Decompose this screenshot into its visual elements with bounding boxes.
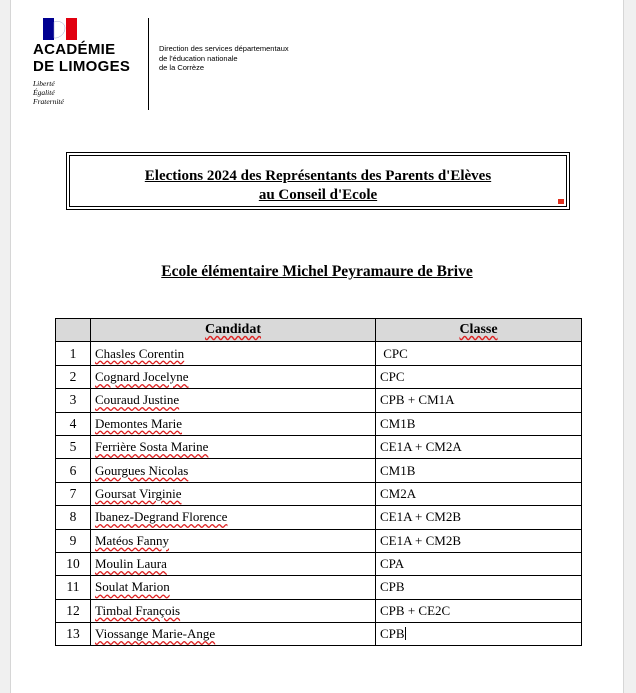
row-number: 6 bbox=[56, 459, 91, 482]
row-number: 11 bbox=[56, 576, 91, 599]
class-cell[interactable] bbox=[376, 365, 582, 388]
school-title: Ecole élémentaire Michel Peyramaure de Brive bbox=[161, 263, 473, 280]
department-block bbox=[159, 44, 289, 73]
row-number: 2 bbox=[56, 365, 91, 388]
row-number: 8 bbox=[56, 506, 91, 529]
row-number: 13 bbox=[56, 623, 91, 646]
candidate-name: Cognard Jocelyne bbox=[95, 368, 189, 384]
document-page bbox=[10, 0, 624, 693]
class-cell[interactable] bbox=[376, 623, 582, 646]
table-header-row bbox=[56, 319, 582, 342]
candidate-name: Timbal François bbox=[95, 602, 181, 618]
class-value: CPB bbox=[380, 626, 405, 642]
title-line2: au Conseil d'Ecole bbox=[258, 187, 378, 203]
table-row bbox=[56, 365, 582, 388]
candidate-name-cell[interactable] bbox=[91, 482, 376, 505]
motto-fraternite: Fraternité bbox=[33, 97, 64, 106]
row-number: 1 bbox=[56, 342, 91, 365]
candidate-name-cell[interactable] bbox=[91, 365, 376, 388]
class-value: CPA bbox=[380, 556, 405, 572]
row-number: 12 bbox=[56, 599, 91, 622]
class-cell[interactable] bbox=[376, 482, 582, 505]
table-row bbox=[56, 389, 582, 412]
header-number bbox=[56, 319, 91, 342]
department-line: de l'éducation nationale bbox=[159, 53, 238, 63]
candidate-name-cell[interactable] bbox=[91, 412, 376, 435]
class-cell[interactable] bbox=[376, 389, 582, 412]
class-cell[interactable] bbox=[376, 552, 582, 575]
table-row bbox=[56, 435, 582, 458]
table-row bbox=[56, 506, 582, 529]
class-value: CPC bbox=[380, 345, 408, 361]
class-value: CM1B bbox=[380, 415, 416, 431]
row-number: 5 bbox=[56, 435, 91, 458]
class-value: CPB + CE2C bbox=[380, 602, 451, 618]
class-value: CE1A + CM2A bbox=[380, 439, 462, 455]
row-number: 4 bbox=[56, 412, 91, 435]
class-cell[interactable] bbox=[376, 459, 582, 482]
candidate-name-cell[interactable] bbox=[91, 576, 376, 599]
candidate-name: Goursat Virginie bbox=[95, 485, 182, 501]
candidates-table bbox=[55, 318, 582, 646]
motto-egalite: Égalité bbox=[33, 88, 55, 97]
candidate-name-cell[interactable] bbox=[91, 552, 376, 575]
header-candidat bbox=[91, 319, 376, 342]
title-line1: Elections 2024 des Représentants des Parents d'Elèves bbox=[144, 168, 492, 184]
row-number: 7 bbox=[56, 482, 91, 505]
candidate-name-cell[interactable] bbox=[91, 342, 376, 365]
title-box bbox=[66, 152, 570, 210]
candidate-name: Viossange Marie-Ange bbox=[95, 626, 216, 642]
class-cell[interactable] bbox=[376, 435, 582, 458]
class-cell[interactable] bbox=[376, 506, 582, 529]
candidate-name: Gourgues Nicolas bbox=[95, 462, 189, 478]
row-number: 9 bbox=[56, 529, 91, 552]
table-row bbox=[56, 459, 582, 482]
table-row bbox=[56, 412, 582, 435]
candidate-name-cell[interactable] bbox=[91, 529, 376, 552]
class-value: CE1A + CM2B bbox=[380, 532, 462, 548]
header-classe-label: Classe bbox=[459, 322, 498, 338]
text-cursor bbox=[405, 627, 406, 640]
header-candidat-label: Candidat bbox=[204, 322, 262, 338]
class-cell[interactable] bbox=[376, 529, 582, 552]
comment-marker-icon[interactable] bbox=[558, 199, 564, 204]
department-line: Direction des services départementaux bbox=[159, 44, 289, 53]
candidate-name: Ferrière Sosta Marine bbox=[95, 439, 209, 455]
candidate-name: Soulat Marion bbox=[95, 579, 170, 595]
candidate-name: Moulin Laura bbox=[95, 556, 167, 572]
header-classe bbox=[376, 319, 582, 342]
table-row bbox=[56, 342, 582, 365]
class-cell[interactable] bbox=[376, 412, 582, 435]
class-cell[interactable] bbox=[376, 342, 582, 365]
table-row bbox=[56, 552, 582, 575]
table-row bbox=[56, 623, 582, 646]
class-value: CM1B bbox=[380, 462, 416, 478]
table-row bbox=[56, 576, 582, 599]
class-value: CPB + CM1A bbox=[380, 392, 455, 408]
table-row bbox=[56, 482, 582, 505]
candidate-name-cell[interactable] bbox=[91, 506, 376, 529]
row-number: 3 bbox=[56, 389, 91, 412]
class-value: CE1A + CM2B bbox=[380, 509, 462, 525]
class-value: CPC bbox=[380, 368, 405, 384]
class-cell[interactable] bbox=[376, 599, 582, 622]
department-line: de la Corrèze bbox=[159, 63, 205, 72]
table-row bbox=[56, 529, 582, 552]
candidate-name: Couraud Justine bbox=[95, 392, 180, 408]
table-row bbox=[56, 599, 582, 622]
candidate-name-cell[interactable] bbox=[91, 599, 376, 622]
candidate-name: Ibanez-Degrand Florence bbox=[95, 509, 228, 525]
class-value: CM2A bbox=[380, 485, 417, 501]
row-number: 10 bbox=[56, 552, 91, 575]
academy-name-line2: DE LIMOGES bbox=[33, 58, 131, 75]
candidate-name-cell[interactable] bbox=[91, 435, 376, 458]
candidate-name-cell[interactable] bbox=[91, 623, 376, 646]
candidate-name: Chasles Corentin bbox=[95, 345, 185, 361]
candidate-name-cell[interactable] bbox=[91, 459, 376, 482]
motto-liberte: Liberté bbox=[33, 79, 55, 88]
candidate-name: Demontes Marie bbox=[95, 415, 183, 431]
class-value: CPB bbox=[380, 579, 405, 595]
candidate-name: Matéos Fanny bbox=[95, 532, 170, 548]
marianne-flag-icon bbox=[43, 18, 77, 40]
class-cell[interactable] bbox=[376, 576, 582, 599]
academy-name-line1: ACADÉMIE bbox=[33, 41, 116, 58]
logo-divider bbox=[148, 18, 149, 110]
candidate-name-cell[interactable] bbox=[91, 389, 376, 412]
